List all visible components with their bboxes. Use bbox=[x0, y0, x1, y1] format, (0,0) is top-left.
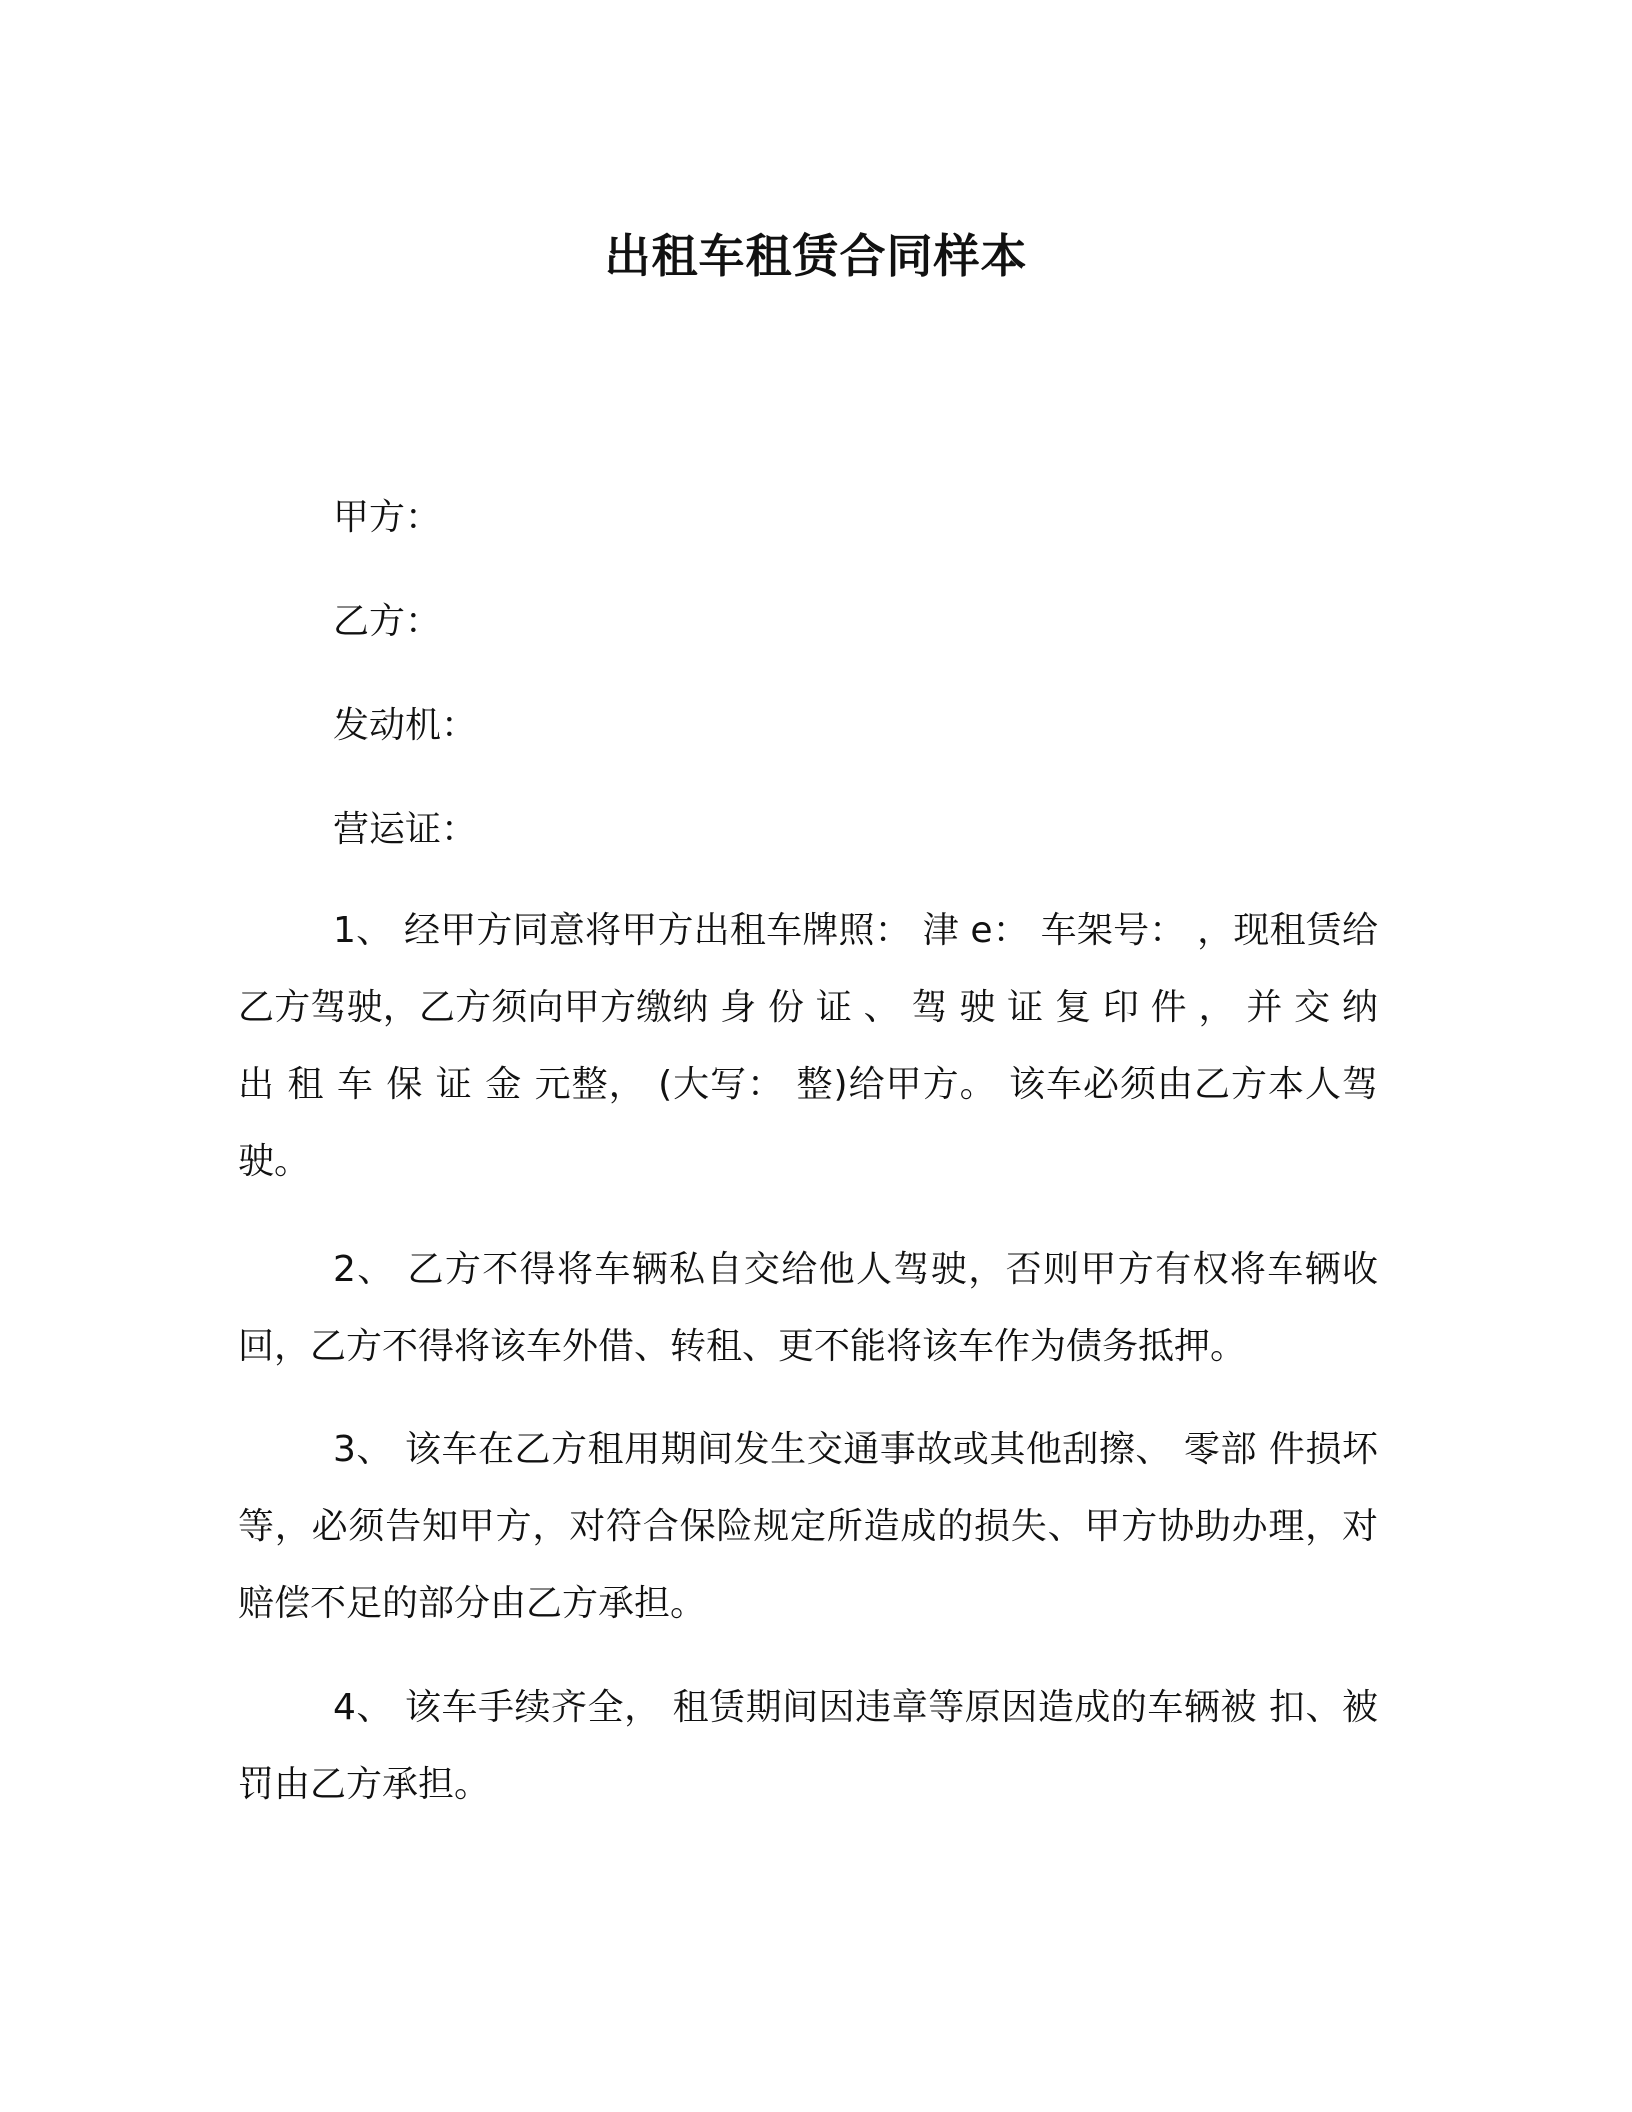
engine-field: 发动机： bbox=[333, 705, 478, 746]
clause-2: 2、 乙方不得将车辆私自交给他人驾驶，否则甲方有权将车辆收回，乙方不得将该车外借、转租、更不能将该车作为债务抵押。 bbox=[238, 1249, 1378, 1367]
party-b-field: 乙方： bbox=[333, 601, 442, 642]
operation-permit-field: 营运证： bbox=[333, 809, 478, 850]
clause-1: 1、 经甲方同意将甲方出租车牌照： 津 e： 车架号： ，现租赁给乙方驾驶，乙方须向甲方缴纳 身 份 证 、 驾 驶 证 复 印 件 ， 并 交 纳 出 租 车 保 证 金 元整， (大写： 整)给甲方。 该车必须由乙方本人驾驶。 bbox=[238, 910, 1378, 1182]
clause-3: 3、 该车在乙方租用期间发生交通事故或其他刮擦、 零部 件损坏等，必须告知甲方，对符合保险规定所造成的损失、甲方协助办理，对赔偿不足的部分由乙方承担。 bbox=[238, 1429, 1378, 1624]
clause-4: 4、 该车手续齐全， 租赁期间因违章等原因造成的车辆被 扣、被罚由乙方承担。 bbox=[238, 1687, 1378, 1805]
document-title: 出租车租赁合同样本 bbox=[604, 229, 1028, 283]
party-a-field: 甲方： bbox=[333, 497, 442, 538]
